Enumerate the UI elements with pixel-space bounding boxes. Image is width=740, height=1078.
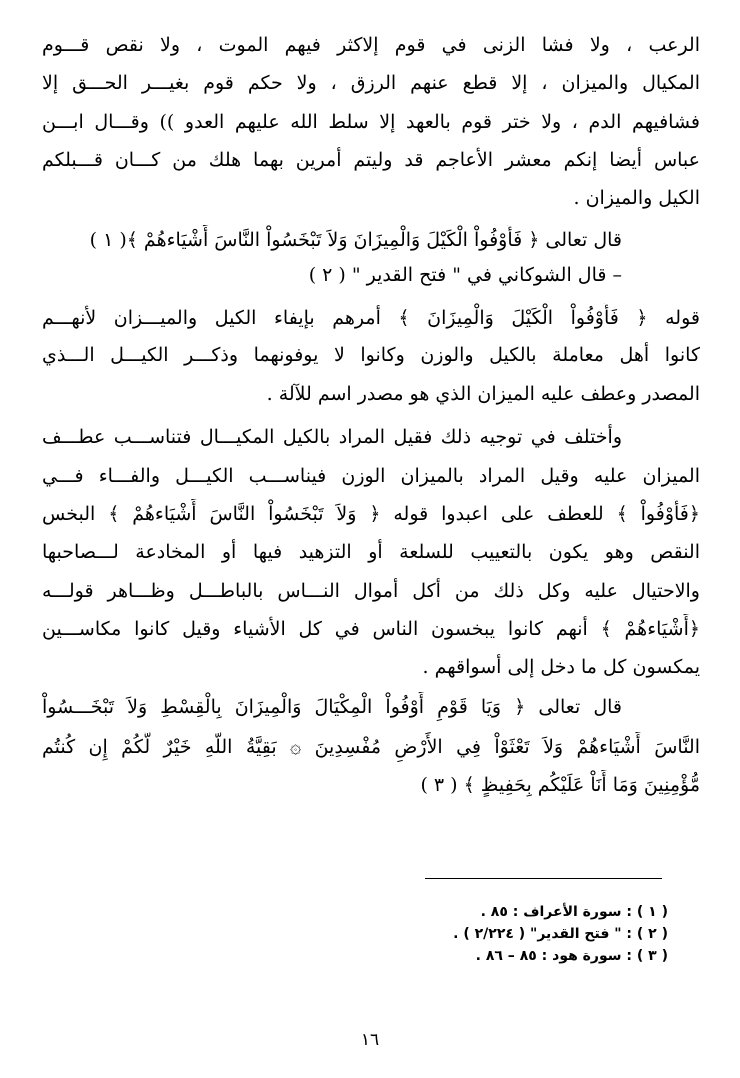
footnote-2: ( ٢ ) : " فتح القدير" ( ٢/٢٢٤ ) . [453,926,668,942]
page-number: ١٦ [360,1030,380,1050]
body-line-20: مُّؤْمِنِينَ وَمَا أَنَاْ عَلَيْكُم بِحَفِيظٍ ﴾ ( ٣ ) [420,774,700,796]
body-line-15: والاحتيال عليه وكل ذلك من أكل أموال النـــاس بالباطـــل وظـــاهر قولـــه [42,580,700,602]
body-line-11: وأختلف في توجيه ذلك فقيل المراد بالكيل المكيـــال فتناســـب عطـــف [42,426,622,448]
body-line-5: الكيل والميزان . [573,187,700,209]
body-line-9: كانوا أهل معاملة بالكيل والوزن وكانوا لا يوفونهما وذكـــر الكيـــل الـــذي [42,344,700,366]
body-line-18: قال تعالى ﴿ وَيَا قَوْمِ أَوْفُواْ الْمِكْيَالَ وَالْمِيزَانَ بِالْقِسْطِ وَلاَ تَبْخَـــسُواْ [42,696,622,718]
body-line-3: فشافيهم الدم ، ولا ختر قوم بالعهد إلا سلط الله عليهم العدو )) وقـــال ابـــن [42,111,700,133]
footnote-3: ( ٣ ) : سورة هود : ٨٥ – ٨٦ . [475,948,668,964]
body-line-7: – قال الشوكاني في " فتح القدير " ( ٢ ) [308,264,622,286]
body-line-16: ﴿أَشْيَاءهُمْ ﴾ أنهم كانوا يبخسون الناس في كل الأشياء وقيل كانوا مكاســـين [42,618,700,640]
body-line-8: قوله ﴿ فَأَوْفُواْ الْكَيْلَ وَالْمِيزَانَ ﴾ أمرهم بإيفاء الكيل والميـــزان لأنهـــم [42,307,700,329]
body-line-10: المصدر وعطف عليه الميزان الذي هو مصدر اسم للآلة . [266,383,700,405]
body-line-2: المكيال والميزان ، إلا قطع عنهم الرزق ، ولا حكم قوم بغيـــر الحـــق إلا [42,72,700,94]
body-line-6: قال تعالى ﴿ فَأَوْفُواْ الْكَيْلَ وَالْمِيزَانَ وَلاَ تَبْخَسُواْ النَّاسَ أَشْيَاءهُمْ ﴾( ١ ) [89,229,622,251]
body-line-13: ﴿فَأَوْفُواْ ﴾ للعطف على اعبدوا قوله ﴿ وَلاَ تَبْخَسُواْ النَّاسَ أَشْيَاءهُمْ ﴾ البخس [42,503,700,525]
footnote-1: ( ١ ) : سورة الأعراف : ٨٥ . [480,904,668,920]
body-line-19: النَّاسَ أَشْيَاءهُمْ وَلاَ تَعْثَوْاْ فِي الأَرْضِ مُفْسِدِينَ ۞ بَقِيَّةُ اللّهِ خَيْرٌ لَّكُمْ إِن كُنتُم [42,736,700,758]
body-line-14: النقص وهو يكون بالتعييب للسلعة أو التزهيد فيها أو المخادعة لـــصاحبها [42,541,700,563]
body-line-4: عباس أيضا إنكم معشر الأعاجم قد وليتم أمرين بهما هلك من كـــان قـــبلكم [42,149,700,171]
footnote-divider [425,878,662,879]
body-line-1: الرعب ، ولا فشا الزنى في قوم إلاكثر فيهم الموت ، ولا نقص قـــوم [42,34,700,56]
body-line-17: يمكسون كل ما دخل إلى أسواقهم . [422,656,700,678]
body-line-12: الميزان عليه وقيل المراد بالميزان الوزن فيناســـب الكيـــل والفـــاء فـــي [42,465,700,487]
